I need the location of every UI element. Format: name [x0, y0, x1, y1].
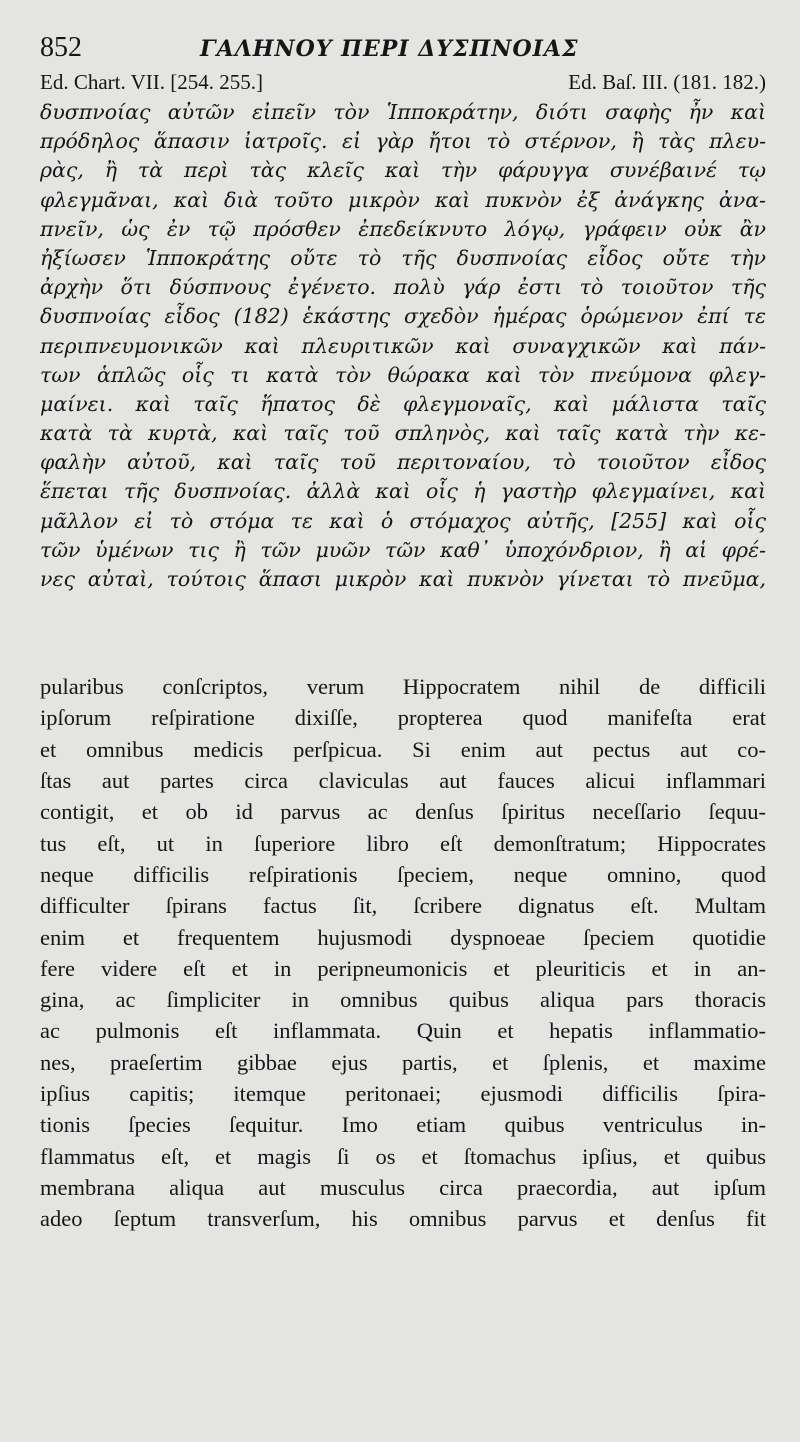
- latin-line: nes, praeſertim gibbae ejus partis, et ſplenis, et maxime: [40, 1049, 766, 1075]
- latin-line: fere videre eſt et in peripneumonicis et pleuriticis et in an-: [40, 955, 766, 981]
- greek-line: πρόδηλος ἅπασιν ἰατροῖς. εἰ γὰρ ἤτοι τὸ στέρνον, ἢ τὰς πλευ-: [40, 129, 766, 154]
- greek-line: νες αὐταὶ, τούτοις ἅπασι μικρὸν καὶ πυκνὸν γίνεται τὸ πνεῦμα,: [40, 567, 766, 591]
- latin-line: tionis ſpecies ſequitur. Imo etiam quibus ventriculus in-: [40, 1112, 766, 1138]
- edition-reference-chart: Ed. Chart. VII. [254. 255.]: [40, 70, 263, 94]
- greek-line: μαίνει. καὶ ταῖς ἥπατος δὲ φλεγμοναῖς, καὶ μάλιστα ταῖς: [40, 391, 766, 416]
- latin-line: tus eſt, ut in ſuperiore libro eſt demonſtratum; Hippocrates: [40, 830, 766, 856]
- latin-line: enim et frequentem hujusmodi dyspnoeae ſpeciem quotidie: [40, 924, 766, 950]
- greek-line: πνεῖν, ὡς ἐν τῷ πρόσθεν ἐπεδείκνυτο λόγῳ, γράφειν οὐκ ἂν: [40, 216, 766, 241]
- latin-line: gina, ac ſimpliciter in omnibus quibus aliqua pars thoracis: [40, 987, 766, 1013]
- latin-line: difficulter ſpirans factus ſit, ſcribere dignatus eſt. Multam: [40, 893, 766, 919]
- greek-line: δυσπνοίας αὐτῶν εἰπεῖν τὸν Ἱπποκράτην, διότι σαφὴς ἦν καὶ: [40, 100, 766, 124]
- page-number: 852: [40, 32, 82, 63]
- latin-line: contigit, et ob id parvus ac denſus ſpiritus neceſſario ſequu-: [40, 799, 766, 825]
- latin-line: ipſorum reſpiratione dixiſſe, propterea quod manifeſta erat: [40, 705, 766, 731]
- greek-line: κατὰ τὰ κυρτὰ, καὶ ταῖς τοῦ σπληνὸς, καὶ ταῖς κατὰ τὴν κε-: [40, 421, 766, 446]
- latin-line: ac pulmonis eſt inflammata. Quin et hepatis inflammatio-: [40, 1018, 766, 1044]
- greek-line: δυσπνοίας εἶδος (182) ἑκάστης σχεδὸν ἡμέρας ὁρώμενον ἐπί τε: [40, 304, 766, 329]
- greek-text: [40, 98, 766, 594]
- greek-line: ἠξίωσεν Ἱπποκράτης οὔτε τὸ τῆς δυσπνοίας εἶδος οὔτε τὴν: [40, 245, 766, 270]
- page-header: [40, 28, 766, 68]
- latin-line: membrana aliqua aut musculus circa praecordia, aut ipſum: [40, 1174, 766, 1200]
- greek-line: φαλὴν αὐτοῦ, καὶ ταῖς τοῦ περιτοναίου, τὸ τοιοῦτον εἶδος: [40, 450, 766, 475]
- column-gap: [40, 594, 766, 671]
- latin-text: [40, 671, 766, 1234]
- greek-line: ἀρχὴν ὅτι δύσπνους ἐγένετο. πολὺ γάρ ἐστι τὸ τοιοῦτον τῆς: [40, 275, 766, 300]
- edition-references: [40, 68, 766, 98]
- running-title: ΓΑΛΗΝΟΥ ΠΕΡΙ ΔΥΣΠΝΟΙΑΣ: [200, 36, 579, 62]
- greek-line: φλεγμᾶναι, καὶ διὰ τοῦτο μικρὸν καὶ πυκνὸν ἐξ ἀνάγκης ἀνα-: [40, 187, 766, 212]
- greek-line: περιπνευμονικῶν καὶ πλευριτικῶν καὶ συναγχικῶν καὶ πάν-: [40, 333, 766, 358]
- latin-line: pularibus conſcriptos, verum Hippocratem nihil de difficili: [40, 674, 766, 700]
- greek-line: τῶν ὑμένων τις ἢ τῶν μυῶν τῶν καθ᾽ ὑποχόνδριον, ἢ αἱ φρέ-: [40, 537, 766, 562]
- latin-line: et omnibus medicis perſpicua. Si enim aut pectus aut co-: [40, 736, 766, 762]
- latin-line: ipſius capitis; itemque peritonaei; ejusmodi difficilis ſpira-: [40, 1081, 766, 1107]
- greek-line: μᾶλλον εἰ τὸ στόμα τε καὶ ὁ στόμαχος αὐτῆς, [255] καὶ οἷς: [40, 508, 766, 533]
- greek-line: των ἁπλῶς οἷς τι κατὰ τὸν θώρακα καὶ τὸν πνεύμονα φλεγ-: [40, 362, 766, 387]
- latin-line: ſtas aut partes circa claviculas aut fauces alicui inflammari: [40, 768, 766, 794]
- greek-line: ρὰς, ἢ τὰ περὶ τὰς κλεῖς καὶ τὴν φάρυγγα συνέβαινέ τῳ: [40, 158, 766, 183]
- latin-line: neque difficilis reſpirationis ſpeciem, neque omnino, quod: [40, 861, 766, 887]
- latin-line: flammatus eſt, et magis ſi os et ſtomachus ipſius, et quibus: [40, 1143, 766, 1169]
- greek-line: ἕπεται τῆς δυσπνοίας. ἀλλὰ καὶ οἷς ἡ γαστὴρ φλεγμαίνει, καὶ: [40, 479, 766, 504]
- edition-reference-basel: Ed. Baſ. III. (181. 182.): [568, 70, 766, 94]
- latin-line: adeo ſeptum transverſum, his omnibus parvus et denſus fit: [40, 1206, 766, 1232]
